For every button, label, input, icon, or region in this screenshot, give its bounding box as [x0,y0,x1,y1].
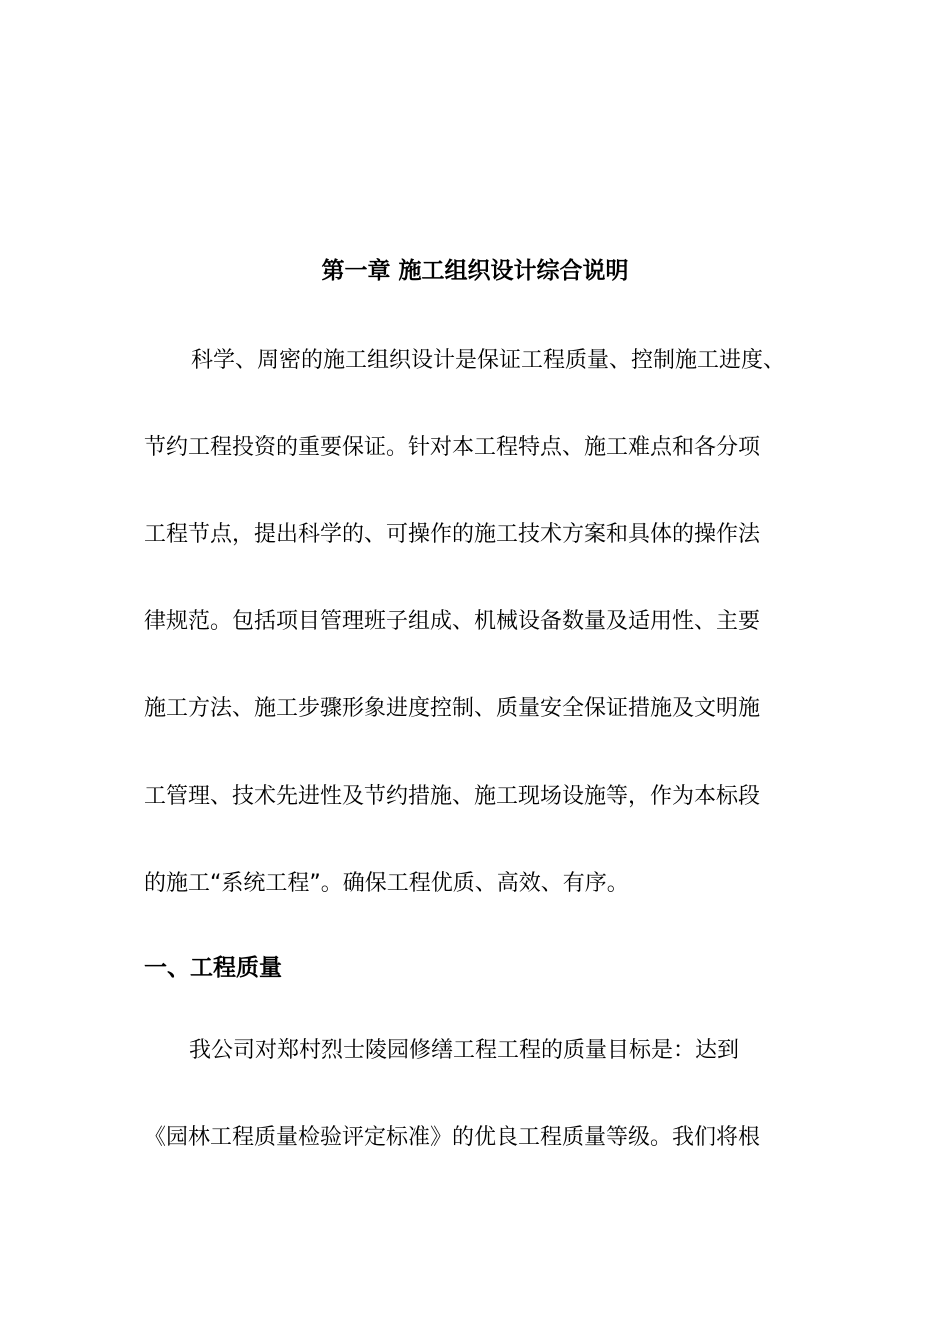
quality-paragraph-line: 《园林工程质量检验评定标准》的优良工程质量等级。我们将根 [144,1125,761,1150]
quality-paragraph-line: 我公司对郑村烈士陵园修缮工程工程的质量目标是：达到 [189,1038,740,1063]
intro-paragraph-line: 节约工程投资的重要保证。针对本工程特点、施工难点和各分项 [144,435,761,460]
chapter-title: 第一章 施工组织设计综合说明 [321,258,629,284]
intro-paragraph-line: 律规范。包括项目管理班子组成、机械设备数量及适用性、主要 [144,609,761,634]
intro-paragraph-line: 工管理、技术先进性及节约措施、施工现场设施等，作为本标段 [144,784,761,809]
intro-paragraph-line: 科学、周密的施工组织设计是保证工程质量、控制施工进度、 [191,348,786,373]
intro-paragraph-line: 的施工“系统工程”。确保工程优质、高效、有序。 [144,871,629,896]
intro-paragraph-line: 施工方法、施工步骤形象进度控制、质量安全保证措施及文明施 [144,696,761,721]
section-heading-quality: 一、工程质量 [144,955,282,981]
intro-paragraph-line: 工程节点，提出科学的、可操作的施工技术方案和具体的操作法 [144,522,761,547]
